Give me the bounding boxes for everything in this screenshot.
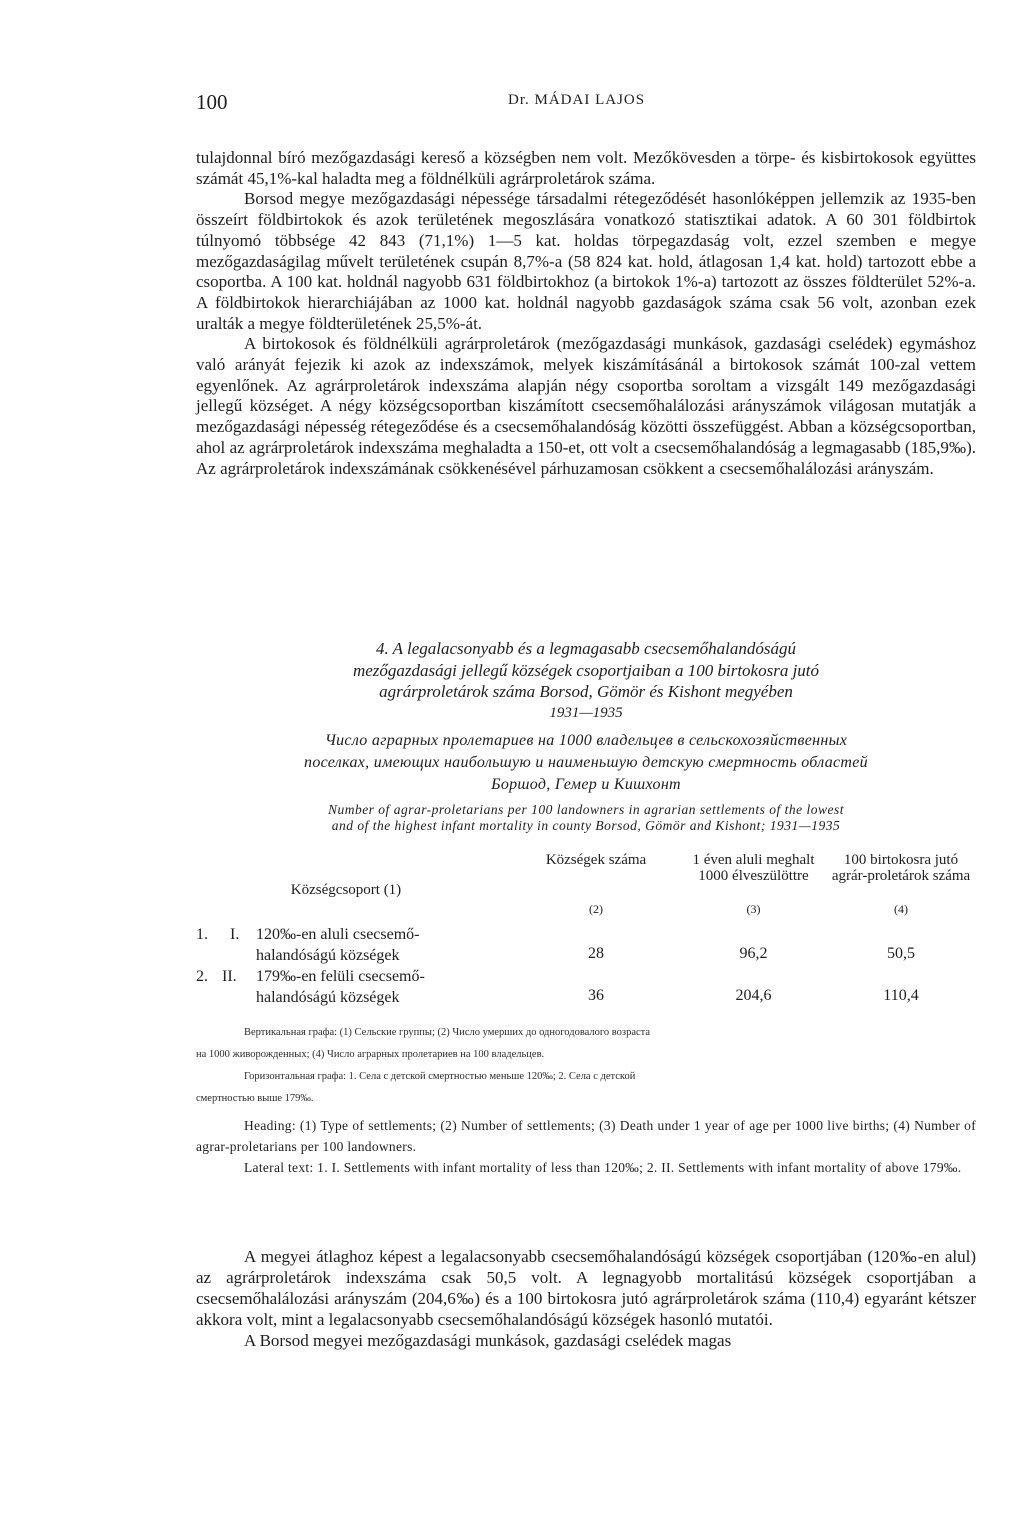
running-head: Dr. MÁDAI LAJOS: [508, 92, 646, 108]
row-label: 120‰-en aluli csecsemő-: [256, 926, 420, 943]
row-roman: I.: [230, 926, 240, 943]
column-number: (3): [746, 902, 761, 916]
note-line: Горизонтальная графа: 1. Села с детской смертностью меньше 120‰; 2. Села с детской: [244, 1071, 636, 1082]
note-heading: Heading: (1) Type of settlements; (2) Number of settlements; (3) Death under 1 year of age per 1000 live births; (4) Number of agrar-proletarians per 100 landowners.: [196, 1118, 976, 1154]
russian-caption: [196, 730, 976, 796]
row-label: 179‰-en felüli csecsemő-: [256, 968, 425, 985]
table-cell: 110,4: [883, 987, 919, 1004]
page-header: [196, 90, 976, 120]
column-header-mortality: 1 éven aluli meghalt 1000 élveszülöttre: [692, 852, 815, 884]
table-caption: [196, 638, 976, 724]
table-cell: 96,2: [739, 945, 768, 962]
page-number: 100: [196, 90, 228, 114]
paragraph: Borsod megye mezőgazdasági népessége társadalmi rétegeződését hasonlóképpen jellemzik az 1935-ben összeírt földbirtokok és azok területének megoszlására vonatkozó statisztikai adatok. A 60 301 földbirtok túlnyomó többsége 42 843 (71,1%) 1—5 kat. holdas törpegazdaság volt, ezzel szemben e megye mezőgazdaságilag művelt területének csupán 8,7%-a (58 824 kat. hold, átlagosan 1,4 kat. hold) tartozott ebbe a csoportba. A 100 kat. holdnál nagyobb 631 földbirtokhoz (a birtokok 1%-a) tartozott az összes földterület 52%-a. A földbirtokok hierarchiájában az 1000 kat. holdnál nagyobb gazdaságok száma csak 56 volt, azonban ezek uralták a megye földterületének 25,5%-át.: [196, 189, 976, 333]
note-line: смертностью выше 179‰.: [196, 1093, 314, 1104]
caption-line: поселках, имеющих наибольшую и наименьшую детскую смертность областей: [304, 754, 868, 771]
column-number: (4): [894, 902, 908, 916]
table-cell: 36: [588, 987, 604, 1004]
paragraph: tulajdonnal bíró mezőgazdasági kereső a községben nem volt. Mezőkövesden a törpe- és kisbirtokosok együttes számát 45,1%-kal haladta meg a földnélküli agrárproletárok száma.: [196, 148, 976, 188]
paragraph: A Borsod megyei mezőgazdasági munkások, gazdasági cselédek magas: [244, 1331, 732, 1350]
english-caption: [196, 802, 976, 834]
row-number: 2.: [196, 968, 208, 985]
table-cell: 28: [588, 945, 604, 962]
note-lateral: Lateral text: 1. I. Settlements with infant mortality of less than 120‰; 2. II. Settlements with infant mortality of above 179‰.: [244, 1160, 962, 1175]
paragraph: A birtokosok és földnélküli agrárproletárok (mezőgazdasági munkások, gazdasági cselédek) egymáshoz való arányát fejezik ki azok az indexszámok, melyek kiszámításánál a birtokosok számát 100-zal vettem egyenlőnek. Az agrárproletárok indexszáma alapján négy csoportba soroltam a vizsgált 149 mezőgazdasági jellegű községet. A négy községcsoportban kiszámított csecsemőhalálozási arányszámok világosan mutatják a mezőgazdasági népesség rétegeződése és a csecsemőhalandóság közötti összefüggést. Abban a községcsoportban, ahol az agrárproletárok indexszáma meghaladta a 150-et, ott volt a csecsemőhalandóság a legmagasabb (185,9‰). Az agrárproletárok indexszámának csökkenésével párhuzamosan csökkent a csecsemőhalálozási arányszám.: [196, 334, 976, 478]
caption-line: Боршод, Гемер и Кишхонт: [491, 776, 681, 793]
column-header-proletarians: 100 birtokosra jutó agrár-proletárok száma: [831, 852, 971, 884]
body-text-top: [196, 148, 976, 479]
table-cell: 50,5: [887, 945, 915, 962]
english-notes: [196, 1115, 976, 1178]
caption-line: mezőgazdasági jellegű községek csoportjaiban a 100 birtokosra jutó: [352, 660, 820, 680]
russian-notes: [196, 1022, 976, 1110]
caption-line: and of the highest infant mortality in county Borsod, Gömör and Kishont; 1931—1935: [331, 818, 841, 833]
row-label: halandóságú községek: [256, 947, 400, 964]
row-number: 1.: [196, 926, 208, 943]
body-text-bottom: [196, 1246, 976, 1351]
caption-line: Число аграрных пролетариев на 1000 владельцев в сельскохозяйственных: [324, 732, 848, 749]
column-header-settlements: Községek száma: [545, 852, 647, 868]
column-header-group: Községcsoport (1): [290, 882, 402, 898]
note-line: на 1000 живорожденных; (4) Число аграрных пролетариев на 100 владельцев.: [196, 1049, 545, 1060]
column-number: (2): [589, 902, 603, 916]
table-cell: 204,6: [735, 987, 772, 1004]
caption-line: 4. A legalacsonyabb és a legmagasabb csecsemőhalandóságú: [375, 639, 797, 658]
paragraph: A megyei átlaghoz képest a legalacsonyabb csecsemőhalandóságú községek csoportjában (120‰-en alul) az agrárproletárok indexszáma csak 50,5 volt. A legnagyobb mortalitású községek csoportjában a csecsemőhalálozási arányszám (204,6‰) és a 100 birtokosra jutó agrárproletárok száma (110,4) egyaránt kétszer akkora volt, mint a legalacsonyabb csecsemőhalandóságú községek hasonló mutatói.: [196, 1247, 976, 1329]
row-label: halandóságú községek: [256, 989, 400, 1006]
caption-line: Number of agrar-proletarians per 100 landowners in agrarian settlements of the lowest: [327, 802, 845, 817]
caption-line: agrárproletárok száma Borsod, Gömör és Kishont megyében: [379, 682, 793, 701]
caption-years: 1931—1935: [549, 704, 623, 721]
note-line: Вертикальная графа: (1) Сельские группы; (2) Число умерших до одногодовалого возраста: [244, 1027, 651, 1038]
row-roman: II.: [222, 968, 237, 985]
